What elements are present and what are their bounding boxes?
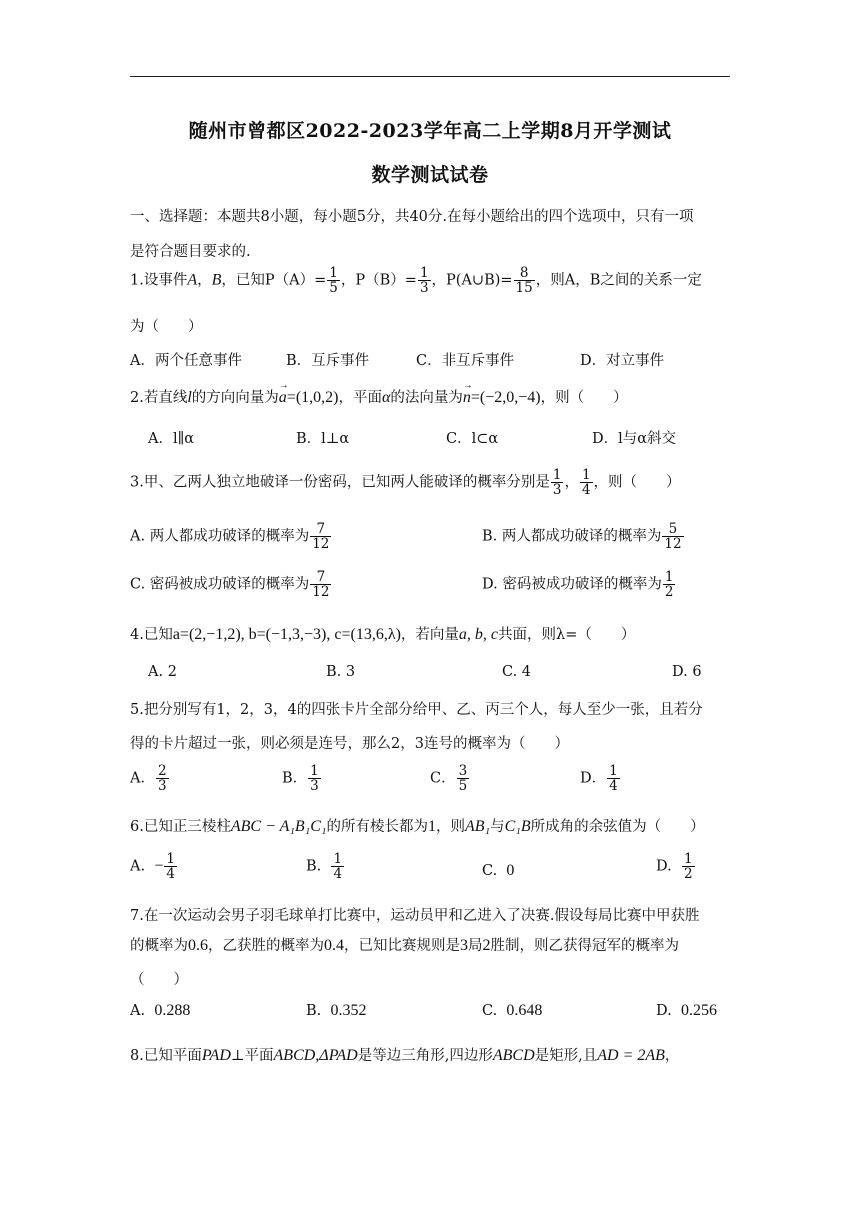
question-7-option-b: B. 0.352 <box>306 1002 367 1019</box>
question-4-option-a: A. 2 <box>148 664 177 680</box>
question-6-option-d: D. $\frac{1}{2}$ <box>656 851 693 883</box>
fraction: $\frac{1}{3}$ <box>552 467 562 499</box>
fraction: $\frac{8}{15}$ <box>515 265 533 297</box>
question-7-stem-line2: 的概率为0.6，乙获胜的概率为0.4，已知比赛规则是3局2胜制，则乙获得冠军的概率为 <box>130 937 679 954</box>
exam-title: 随州市曾都区2022-2023学年高二上学期8月开学测试 <box>188 120 672 142</box>
question-1-option-c: C．非互斥事件 <box>416 353 515 369</box>
question-8-stem: 8.已知平面PAD⊥平面ABCD,ΔPAD是等边三角形,四边形ABCD是矩形,且AD = 2AB， <box>130 1047 680 1064</box>
question-2-option-b: B．l⊥α <box>296 431 350 447</box>
question-6-option-b: B. $\frac{1}{4}$ <box>306 851 343 883</box>
question-7-stem-line1: 7.在一次运动会男子羽毛球单打比赛中，运动员甲和乙进入了决赛.假设每局比赛中甲获胜 <box>130 908 700 924</box>
question-5-option-b: B． $\frac{1}{3}$ <box>282 763 319 795</box>
question-3-option-d: D. 密码被成功破译的概率为 $\frac{1}{2}$ <box>482 569 674 601</box>
question-1-option-d: D．对立事件 <box>580 353 665 369</box>
question-7-option-c: C. 0.648 <box>482 1002 543 1019</box>
section-instruction-line2: 是符合题目要求的. <box>130 244 251 260</box>
section-instruction-line1: 一、选择题：本题共8小题，每小题5分，共40分.在每小题给出的四个选项中，只有一项 <box>130 209 694 225</box>
question-1-stem-line2: 为（ ） <box>130 319 203 335</box>
question-6-option-c: C. 0 <box>482 862 515 879</box>
question-2-option-d: D．l与α斜交 <box>592 431 677 447</box>
question-1-option-a: A．两个任意事件 <box>130 353 242 369</box>
question-7-stem-line3: （ ） <box>130 972 188 988</box>
question-5-stem-line2: 得的卡片超过一张，则必须是连号，那么2，3连号的概率为（ ） <box>130 736 569 752</box>
question-4-option-b: B. 3 <box>326 664 356 680</box>
question-5-option-c: C． $\frac{3}{5}$ <box>430 763 468 795</box>
fraction: $\frac{1}{3}$ <box>419 265 429 297</box>
question-4-option-c: C. 4 <box>502 664 532 680</box>
question-3-option-c: C. 密码被成功破译的概率为 $\frac{7}{12}$ <box>130 569 330 601</box>
question-3-stem: 3.甲、乙两人独立地破译一份密码，已知两人能破译的概率分别是 $\frac{1}{3}$ ， $\frac{1}{4}$ ，则（ ） <box>130 467 681 499</box>
question-6-option-a: A. − $\frac{1}{4}$ <box>130 851 175 883</box>
question-6-stem: 6.已知正三棱柱ABC − A₁B₁C₁的所有棱长都为1，则AB₁与C₁B所成角的余弦值为（ ） <box>130 818 705 835</box>
question-2-option-a: A．l∥α <box>148 431 195 447</box>
question-2-stem: 2.若直线l的方向向量为→ a=(1,0,2)，平面α的法向量为→ n=(−2,0,−4)，则（ ） <box>130 386 628 407</box>
question-5-stem-line1: 5.把分别写有1，2，3，4的四张卡片全部分给甲、乙、丙三个人，每人至少一张，且若分 <box>130 702 703 718</box>
question-5-option-a: A． $\frac{2}{3}$ <box>130 763 167 795</box>
question-5-option-d: D． $\frac{1}{4}$ <box>580 763 618 795</box>
question-3-option-a: A. 两人都成功破译的概率为 $\frac{7}{12}$ <box>130 521 330 553</box>
header-rule <box>130 76 730 77</box>
question-7-option-d: D. 0.256 <box>656 1002 717 1019</box>
question-3-option-b: B. 两人都成功破译的概率为 $\frac{5}{12}$ <box>482 521 682 553</box>
question-7-option-a: A. 0.288 <box>130 1002 191 1019</box>
question-4-stem: 4.已知a=(2,−1,2), b=(−1,3,−3), c=(13,6,λ)，若向量a, b, c共面，则λ=（ ） <box>130 626 636 643</box>
exam-subtitle: 数学测试试卷 <box>371 164 489 186</box>
fraction: $\frac{1}{5}$ <box>329 265 338 297</box>
question-4-option-d: D. 6 <box>672 664 702 680</box>
question-1-stem: 1.设事件A，B，已知P（A）= $\frac{1}{5}$ ，P（B）= $\frac{1}{3}$ ，P(A∪B)= $\frac{8}{15}$ ，则A，B之间的关系一定 <box>130 265 702 297</box>
fraction: $\frac{1}{4}$ <box>581 467 591 499</box>
question-1-option-b: B．互斥事件 <box>286 353 370 369</box>
question-2-option-c: C．l⊂α <box>446 431 499 447</box>
